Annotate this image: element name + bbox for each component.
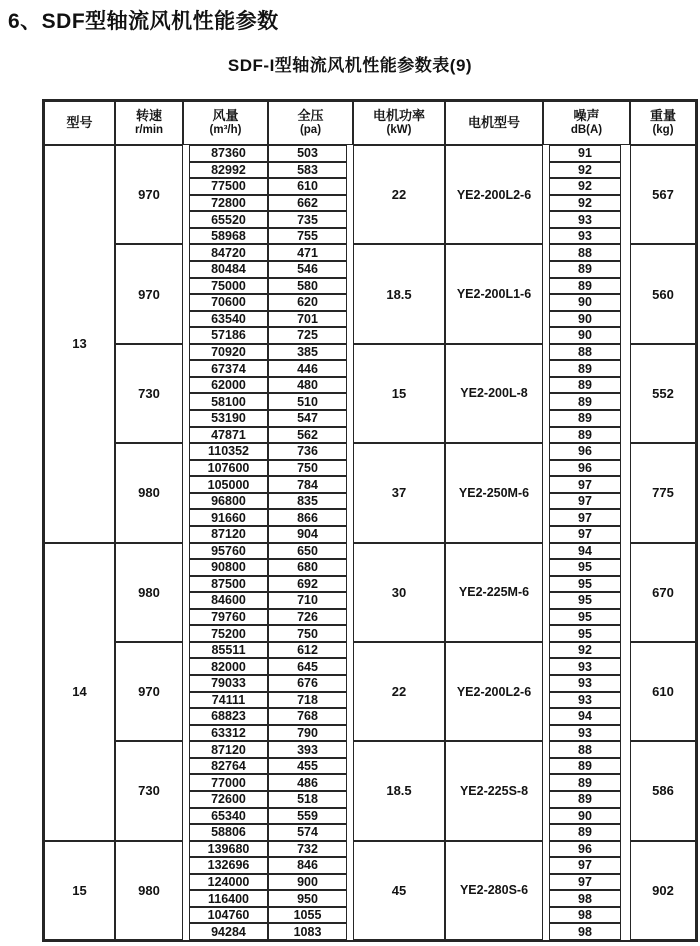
pressure-cell: 650 (268, 543, 347, 560)
pressure-cell: 662 (268, 195, 347, 212)
noise-cell: 89 (549, 774, 621, 791)
power-cell: 45 (353, 841, 445, 940)
pressure-cell: 750 (268, 460, 347, 477)
weight-cell: 902 (630, 841, 696, 940)
header-airflow-line2: (m³/h) (209, 123, 242, 136)
pressure-cell: 726 (268, 609, 347, 626)
noise-cell: 89 (549, 427, 621, 444)
noise-cell: 93 (549, 725, 621, 742)
noise-cell: 89 (549, 360, 621, 377)
pressure-cell: 900 (268, 874, 347, 891)
airflow-cell: 82992 (189, 162, 268, 179)
noise-cell: 95 (549, 609, 621, 626)
airflow-cell: 124000 (189, 874, 268, 891)
header-airflow (183, 101, 268, 145)
noise-cell: 93 (549, 211, 621, 228)
pressure-cell: 735 (268, 211, 347, 228)
airflow-cell: 63540 (189, 311, 268, 328)
noise-cell: 98 (549, 907, 621, 924)
airflow-cell: 62000 (189, 377, 268, 394)
model-cell: 15 (44, 841, 115, 940)
pressure-cell: 583 (268, 162, 347, 179)
pressure-cell: 510 (268, 393, 347, 410)
pressure-cell: 718 (268, 692, 347, 709)
pressure-cell: 680 (268, 559, 347, 576)
airflow-cell: 75000 (189, 278, 268, 295)
noise-cell: 89 (549, 824, 621, 841)
airflow-cell: 58100 (189, 393, 268, 410)
noise-cell: 95 (549, 559, 621, 576)
motor-model-cell: YE2-280S-6 (445, 841, 543, 940)
noise-cell: 92 (549, 195, 621, 212)
speed-cell: 980 (115, 443, 183, 542)
motor-model-cell: YE2-225M-6 (445, 543, 543, 642)
noise-cell: 95 (549, 592, 621, 609)
noise-cell: 93 (549, 675, 621, 692)
airflow-cell: 87500 (189, 576, 268, 593)
airflow-cell: 77000 (189, 774, 268, 791)
motor-model-cell: YE2-200L-8 (445, 344, 543, 443)
pressure-cell: 676 (268, 675, 347, 692)
noise-cell: 89 (549, 261, 621, 278)
header-motor-model (445, 101, 543, 145)
speed-cell: 970 (115, 145, 183, 244)
header-speed-line1: 转速 (135, 108, 162, 124)
noise-cell: 91 (549, 145, 621, 162)
airflow-cell: 116400 (189, 890, 268, 907)
header-power-line1: 电机功率 (372, 108, 425, 124)
airflow-cell: 82764 (189, 758, 268, 775)
power-cell: 22 (353, 642, 445, 741)
motor-model-cell: YE2-200L1-6 (445, 244, 543, 343)
pressure-cell: 574 (268, 824, 347, 841)
speed-cell: 980 (115, 841, 183, 940)
airflow-cell: 82000 (189, 658, 268, 675)
pressure-cell: 710 (268, 592, 347, 609)
weight-cell: 610 (630, 642, 696, 741)
page-title: 6、SDF型轴流风机性能参数 (8, 10, 279, 33)
header-weight-line1: 重量 (649, 108, 676, 124)
speed-cell: 980 (115, 543, 183, 642)
pressure-cell: 486 (268, 774, 347, 791)
noise-cell: 92 (549, 178, 621, 195)
airflow-cell: 95760 (189, 543, 268, 560)
pressure-cell: 846 (268, 857, 347, 874)
airflow-cell: 65340 (189, 808, 268, 825)
noise-cell: 92 (549, 642, 621, 659)
noise-cell: 88 (549, 244, 621, 261)
speed-cell: 730 (115, 344, 183, 443)
noise-cell: 98 (549, 890, 621, 907)
power-cell: 22 (353, 145, 445, 244)
noise-cell: 89 (549, 791, 621, 808)
pressure-cell: 562 (268, 427, 347, 444)
header-noise-line1: 噪声 (573, 108, 600, 124)
weight-cell: 586 (630, 741, 696, 840)
pressure-cell: 692 (268, 576, 347, 593)
noise-cell: 97 (549, 874, 621, 891)
airflow-cell: 58968 (189, 228, 268, 245)
airflow-cell: 70600 (189, 294, 268, 311)
airflow-cell: 74111 (189, 692, 268, 709)
airflow-cell: 96800 (189, 493, 268, 510)
airflow-cell: 63312 (189, 725, 268, 742)
noise-cell: 89 (549, 278, 621, 295)
noise-cell: 90 (549, 294, 621, 311)
pressure-cell: 784 (268, 476, 347, 493)
header-speed-line2: r/min (134, 123, 164, 136)
header-model-line1: 型号 (66, 115, 93, 131)
airflow-cell: 67374 (189, 360, 268, 377)
airflow-cell: 110352 (189, 443, 268, 460)
header-pressure-line2: (pa) (299, 123, 322, 136)
power-cell: 15 (353, 344, 445, 443)
power-cell: 18.5 (353, 244, 445, 343)
power-cell: 30 (353, 543, 445, 642)
pressure-cell: 480 (268, 377, 347, 394)
pressure-cell: 1083 (268, 923, 347, 940)
airflow-cell: 72800 (189, 195, 268, 212)
airflow-cell: 68823 (189, 708, 268, 725)
noise-cell: 97 (549, 509, 621, 526)
header-airflow-line1: 风量 (212, 108, 239, 124)
header-power-line2: (kW) (386, 123, 412, 136)
weight-cell: 560 (630, 244, 696, 343)
noise-cell: 97 (549, 857, 621, 874)
airflow-cell: 53190 (189, 410, 268, 427)
airflow-cell: 57186 (189, 327, 268, 344)
motor-model-cell: YE2-200L2-6 (445, 642, 543, 741)
noise-cell: 90 (549, 327, 621, 344)
airflow-cell: 77500 (189, 178, 268, 195)
noise-cell: 97 (549, 526, 621, 543)
airflow-cell: 94284 (189, 923, 268, 940)
airflow-cell: 84720 (189, 244, 268, 261)
airflow-cell: 87120 (189, 526, 268, 543)
noise-cell: 96 (549, 460, 621, 477)
pressure-cell: 755 (268, 228, 347, 245)
airflow-cell: 91660 (189, 509, 268, 526)
noise-cell: 95 (549, 625, 621, 642)
airflow-cell: 72600 (189, 791, 268, 808)
power-cell: 18.5 (353, 741, 445, 840)
airflow-cell: 105000 (189, 476, 268, 493)
airflow-cell: 104760 (189, 907, 268, 924)
noise-cell: 89 (549, 377, 621, 394)
airflow-cell: 79033 (189, 675, 268, 692)
airflow-cell: 87360 (189, 145, 268, 162)
pressure-cell: 1055 (268, 907, 347, 924)
noise-cell: 89 (549, 410, 621, 427)
noise-cell: 98 (549, 923, 621, 940)
noise-cell: 94 (549, 543, 621, 560)
airflow-cell: 65520 (189, 211, 268, 228)
header-pressure-line1: 全压 (297, 108, 324, 124)
motor-model-cell: YE2-250M-6 (445, 443, 543, 542)
noise-cell: 94 (549, 708, 621, 725)
pressure-cell: 546 (268, 261, 347, 278)
noise-cell: 90 (549, 808, 621, 825)
airflow-cell: 132696 (189, 857, 268, 874)
pressure-cell: 768 (268, 708, 347, 725)
noise-cell: 96 (549, 841, 621, 858)
header-weight (630, 101, 696, 145)
weight-cell: 567 (630, 145, 696, 244)
pressure-cell: 559 (268, 808, 347, 825)
noise-cell: 96 (549, 443, 621, 460)
model-cell: 14 (44, 543, 115, 841)
weight-cell: 670 (630, 543, 696, 642)
pressure-cell: 385 (268, 344, 347, 361)
speed-cell: 730 (115, 741, 183, 840)
header-speed (115, 101, 183, 145)
pressure-cell: 750 (268, 625, 347, 642)
header-weight-line2: (kg) (652, 123, 674, 136)
motor-model-cell: YE2-225S-8 (445, 741, 543, 840)
airflow-cell: 87120 (189, 741, 268, 758)
pressure-cell: 645 (268, 658, 347, 675)
noise-cell: 89 (549, 393, 621, 410)
pressure-cell: 620 (268, 294, 347, 311)
model-cell: 13 (44, 145, 115, 543)
pressure-cell: 725 (268, 327, 347, 344)
airflow-cell: 58806 (189, 824, 268, 841)
pressure-cell: 455 (268, 758, 347, 775)
pressure-cell: 732 (268, 841, 347, 858)
airflow-cell: 75200 (189, 625, 268, 642)
weight-cell: 775 (630, 443, 696, 542)
pressure-cell: 393 (268, 741, 347, 758)
pressure-cell: 446 (268, 360, 347, 377)
airflow-cell: 79760 (189, 609, 268, 626)
noise-cell: 89 (549, 758, 621, 775)
header-model (44, 101, 115, 145)
pressure-cell: 904 (268, 526, 347, 543)
pressure-cell: 950 (268, 890, 347, 907)
power-cell: 37 (353, 443, 445, 542)
noise-cell: 92 (549, 162, 621, 179)
noise-cell: 88 (549, 344, 621, 361)
weight-cell: 552 (630, 344, 696, 443)
airflow-cell: 85511 (189, 642, 268, 659)
pressure-cell: 547 (268, 410, 347, 427)
header-noise (543, 101, 630, 145)
noise-cell: 97 (549, 476, 621, 493)
table-subtitle: SDF-I型轴流风机性能参数表(9) (227, 56, 473, 75)
airflow-cell: 139680 (189, 841, 268, 858)
airflow-cell: 70920 (189, 344, 268, 361)
pressure-cell: 580 (268, 278, 347, 295)
noise-cell: 93 (549, 692, 621, 709)
pressure-cell: 790 (268, 725, 347, 742)
pressure-cell: 612 (268, 642, 347, 659)
pressure-cell: 835 (268, 493, 347, 510)
airflow-cell: 47871 (189, 427, 268, 444)
noise-cell: 90 (549, 311, 621, 328)
airflow-cell: 107600 (189, 460, 268, 477)
noise-cell: 88 (549, 741, 621, 758)
speed-cell: 970 (115, 642, 183, 741)
pressure-cell: 736 (268, 443, 347, 460)
airflow-cell: 90800 (189, 559, 268, 576)
noise-cell: 97 (549, 493, 621, 510)
airflow-cell: 84600 (189, 592, 268, 609)
pressure-cell: 518 (268, 791, 347, 808)
airflow-cell: 80484 (189, 261, 268, 278)
header-noise-line2: dB(A) (570, 123, 603, 136)
speed-cell: 970 (115, 244, 183, 343)
pressure-cell: 701 (268, 311, 347, 328)
pressure-cell: 503 (268, 145, 347, 162)
motor-model-cell: YE2-200L2-6 (445, 145, 543, 244)
header-motor-model-line1: 电机型号 (467, 115, 520, 131)
header-pressure (268, 101, 353, 145)
pressure-cell: 471 (268, 244, 347, 261)
header-power (353, 101, 445, 145)
performance-parameters-table (42, 99, 698, 942)
noise-cell: 93 (549, 228, 621, 245)
noise-cell: 93 (549, 658, 621, 675)
pressure-cell: 610 (268, 178, 347, 195)
noise-cell: 95 (549, 576, 621, 593)
pressure-cell: 866 (268, 509, 347, 526)
